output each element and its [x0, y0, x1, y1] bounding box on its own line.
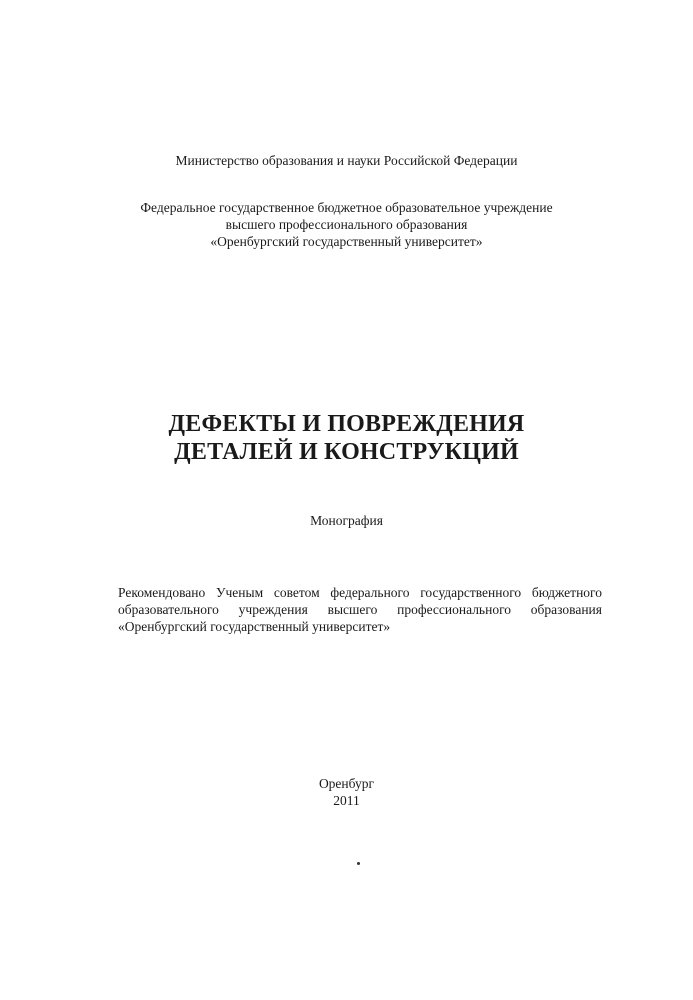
- institution-name: [0, 199, 693, 250]
- recommendation-line: Рекомендовано Ученым советом федерального государственного бюджетного: [118, 585, 602, 600]
- recommendation-line: «Оренбургский государственный университет»: [118, 619, 391, 634]
- institution-line: «Оренбургский государственный университет»: [210, 234, 483, 249]
- recommendation-line: образовательного учреждения высшего профессионального образования: [118, 602, 602, 617]
- imprint-year: 2011: [333, 793, 360, 808]
- institution-line: высшего профессионального образования: [225, 217, 468, 232]
- ministry-name: Министерство образования и науки Российской Федерации: [175, 153, 518, 168]
- title-line: ДЕТАЛЕЙ И КОНСТРУКЦИЙ: [174, 439, 519, 465]
- imprint: [0, 775, 693, 809]
- title-line: ДЕФЕКТЫ И ПОВРЕЖДЕНИЯ: [168, 411, 525, 437]
- document-title: [0, 410, 693, 466]
- scan-dot-mark: [357, 862, 360, 865]
- imprint-city: Оренбург: [318, 776, 375, 791]
- recommendation-text: [118, 584, 602, 635]
- institution-line: Федеральное государственное бюджетное образовательное учреждение: [140, 200, 553, 215]
- document-genre: Монография: [310, 513, 383, 528]
